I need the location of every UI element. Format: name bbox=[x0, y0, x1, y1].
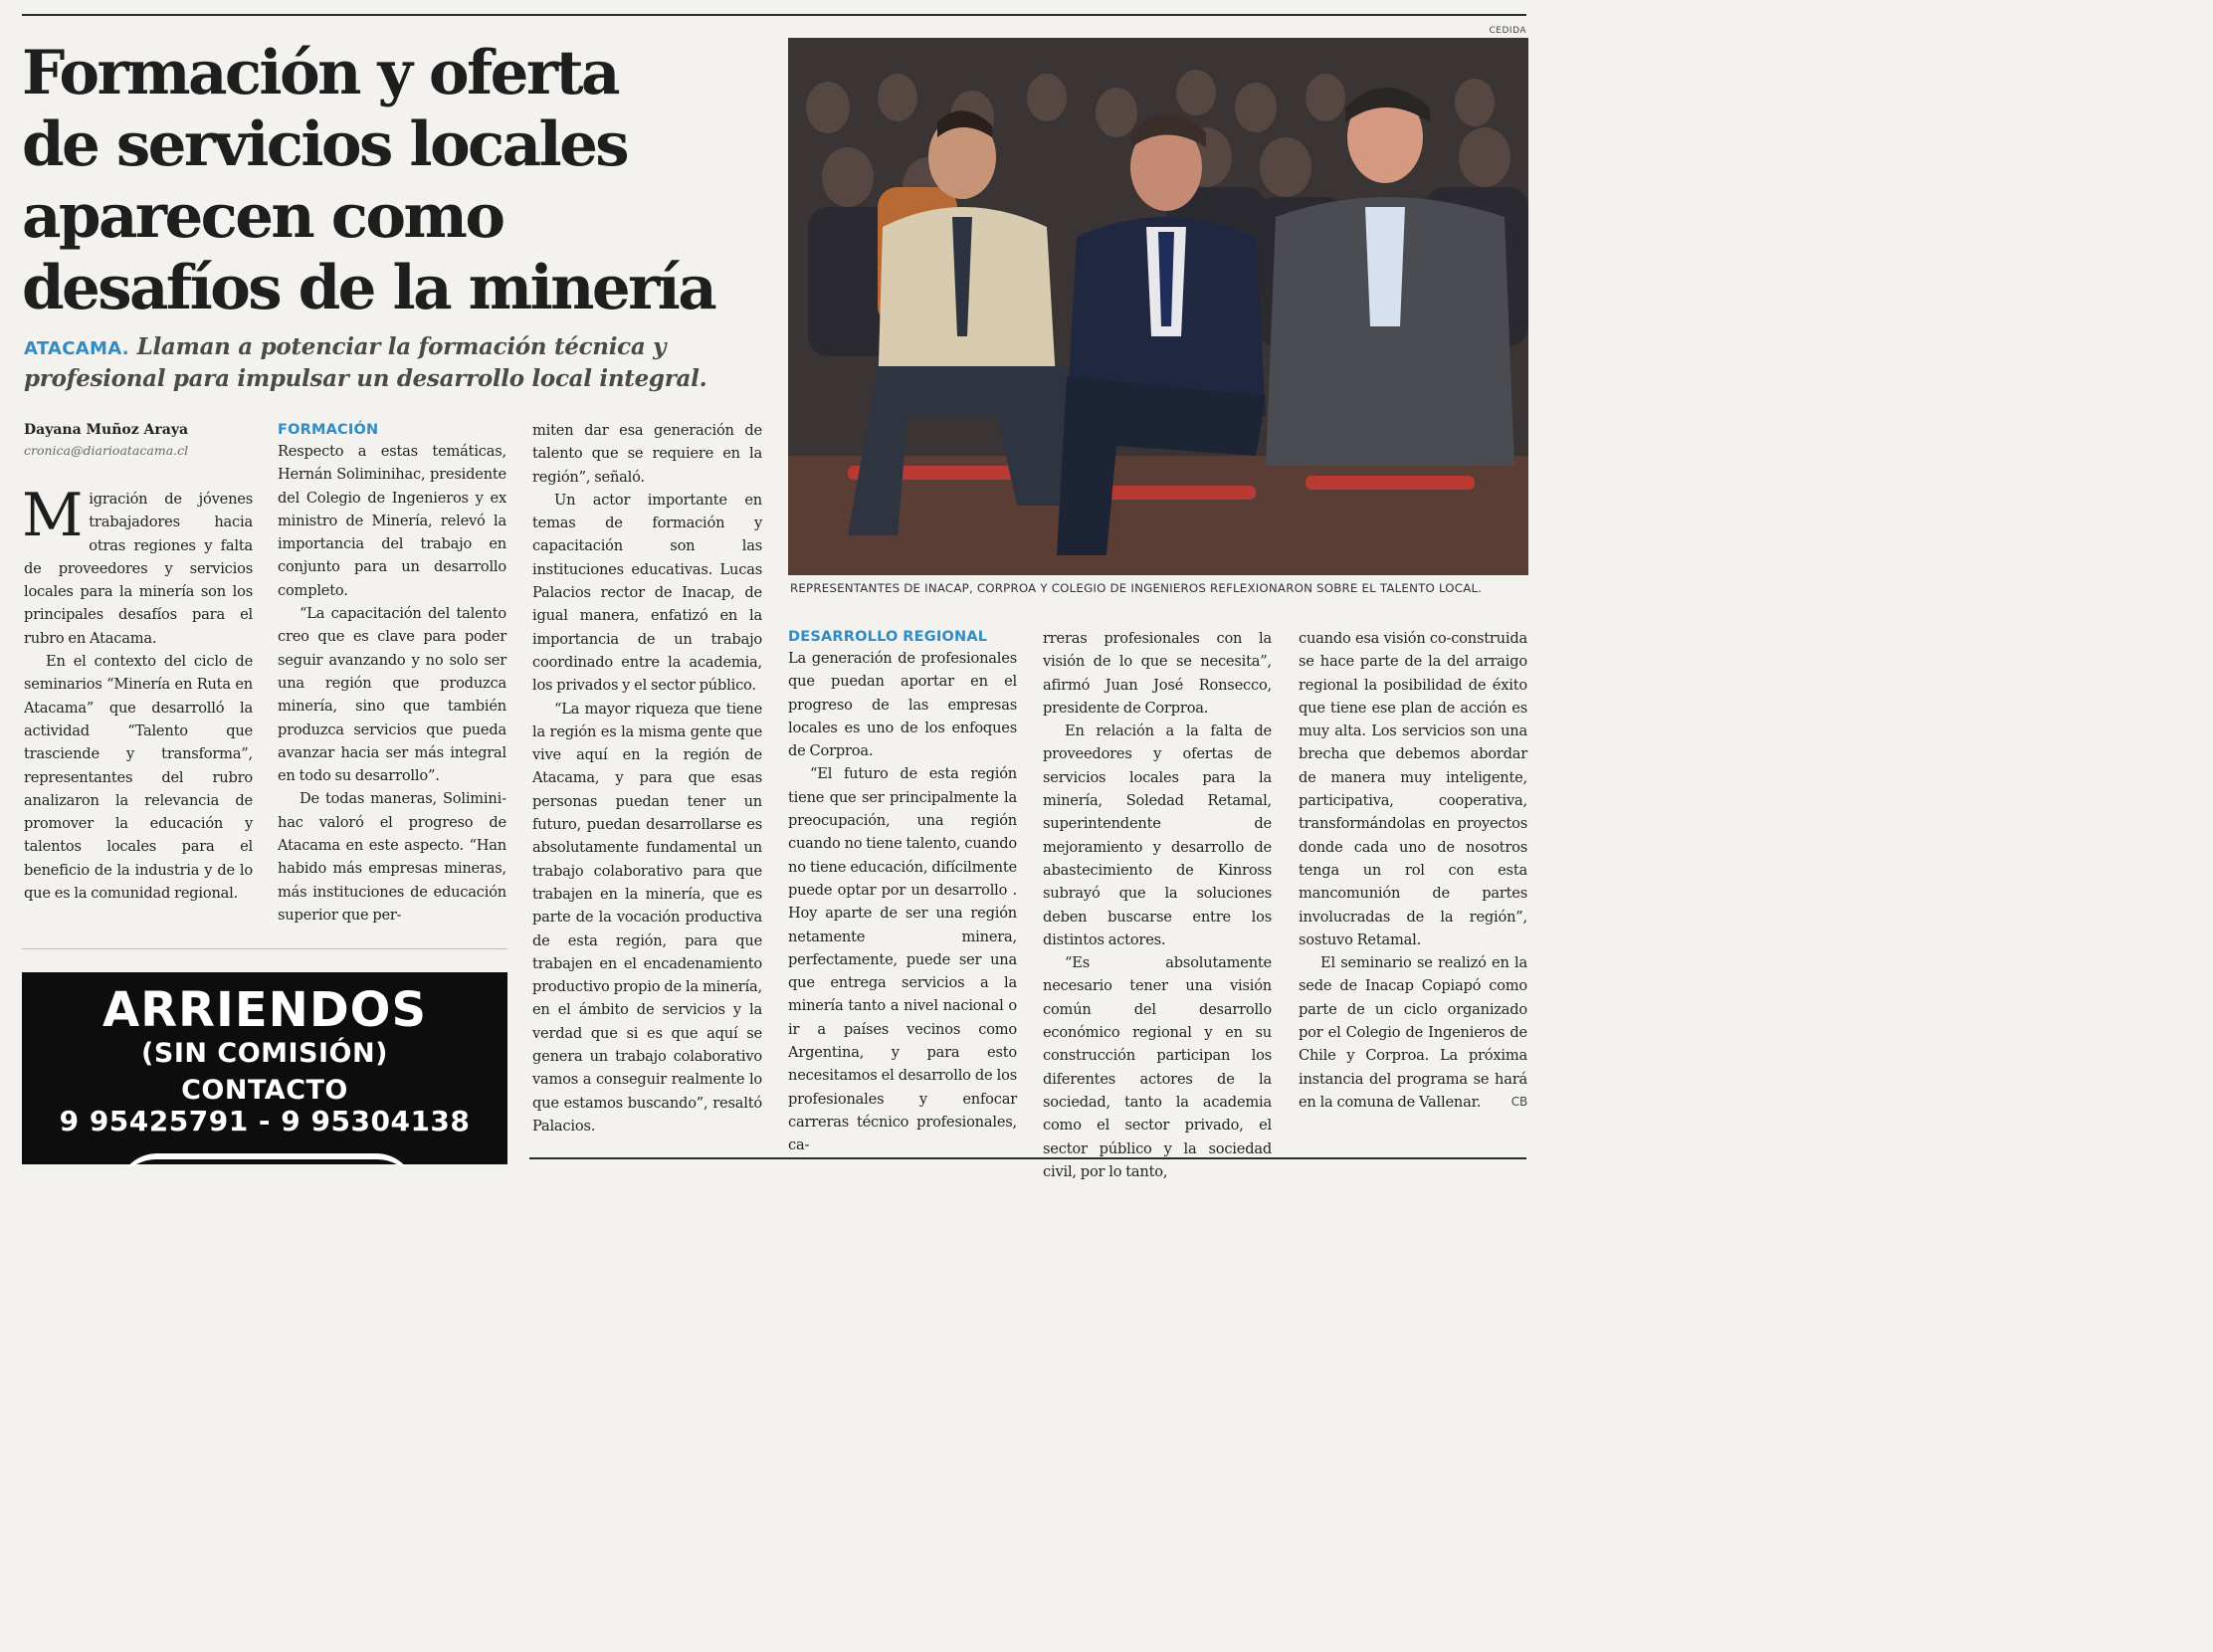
ad-title: ARRIENDOS bbox=[101, 982, 428, 1038]
article-column-2 bbox=[278, 420, 506, 927]
kicker: ATACAMA. bbox=[24, 338, 129, 359]
author-name: Dayana Muñoz Araya bbox=[24, 422, 189, 438]
byline bbox=[24, 420, 273, 462]
paragraph: En el contexto del ciclo de seminarios “Minería en Ruta en Atacama” que desarrolló la actividad “Talento que trasciende y transforma”, representantes del rubro analizaron la relevancia de promover la educación y talentos locales para el beneficio de la industria y de lo que es la comunidad regional. bbox=[24, 653, 253, 903]
bottom-rule bbox=[529, 1157, 1526, 1159]
paragraph: “La capacitación del talento creo que es clave para poder seguir avanzando y no solo ser una región que produzca minería, sino que también produzca servicios que pueda avanzar hacia ser más integral en todo su desarrollo”. bbox=[278, 605, 506, 785]
headline-line: Formación y oferta bbox=[22, 38, 618, 108]
end-mark: CB bbox=[1510, 1094, 1527, 1109]
article-column-3 bbox=[532, 419, 762, 1137]
paragraph: “El futuro de esta región tiene que ser principalmente la preocupación, una región cuando no tiene talento, cuando no tiene educación, difícilmente puede optar por un desarrollo . Hoy aparte de ser una región netamente minera, perfectamente, puede ser una que entrega servicios a la minería tanto a nivel nacional o ir a países vecinos como Argentina, y para esto necesitamos el desarrollo de los profesionales y enfocar carreras técnico profesionales, ca- bbox=[788, 765, 1017, 1154]
classified-ad bbox=[22, 972, 507, 1164]
deck-line: Llaman a potenciar la formación técnica y bbox=[136, 333, 667, 360]
paragraph: miten dar esa generación de talento que se requiere en la región”, señaló. bbox=[532, 422, 762, 486]
headline-line: de servicios locales bbox=[22, 109, 628, 180]
paragraph: De todas maneras, Soliminihac valoró el progreso de Atacama en este aspecto. “Han habido más empresas mineras, más instituciones de educación superior que per- bbox=[278, 790, 506, 924]
photo-caption: REPRESENTANTES DE INACAP, CORPROA Y COLEGIO DE INGENIEROS REFLEXIONARON SOBRE EL TALENTO LOCAL. bbox=[790, 581, 1483, 595]
article-column-4 bbox=[788, 627, 1017, 1157]
deck bbox=[24, 332, 780, 394]
headline-line: desafíos de la minería bbox=[22, 253, 715, 323]
section-subhead: FORMACIÓN bbox=[278, 422, 379, 438]
paragraph-text: El seminario se realizó en la sede de Inacap Copiapó como parte de un ciclo organizado por el Colegio de Ingenieros de Chile y Corproa. La próxima instancia del programa se hará en la comuna de Vallenar. bbox=[1299, 954, 1527, 1111]
ad-separator bbox=[22, 948, 507, 949]
paragraph: rreras profesionales con la visión de lo que se necesita”, afirmó Juan José Ronsecco, presidente de Corproa. bbox=[1043, 630, 1272, 717]
headline-line: aparecen como bbox=[22, 181, 503, 252]
paragraph: En relación a la falta de proveedores y ofertas de servicios locales para la minería, Soledad Retamal, superintendente de mejoramiento y desarrollo de abastecimiento de Kinross subrayó que la soluciones deben buscarse entre los distintos actores. bbox=[1043, 723, 1272, 948]
article-column-6 bbox=[1299, 627, 1527, 1114]
ad-subtitle: (SIN COMISIÓN) bbox=[141, 1038, 388, 1069]
photo-credit: CEDIDA bbox=[1489, 26, 1526, 36]
deck-line: profesional para impulsar un desarrollo local integral. bbox=[24, 365, 707, 392]
paragraph: igración de jóvenes trabajadores hacia otras regiones y falta de proveedores y servicios locales para la minería son los principales desafíos para el rubro en Atacama. bbox=[24, 491, 253, 647]
paragraph: cuando esa visión co-construida se hace parte de la del arraigo regional la posibilidad de éxito que tiene ese plan de acción es muy alta. Los servicios son una brecha que debemos abordar de manera muy inteligente, participativa, cooperativa, transformándolas en proyectos donde cada uno de nosotros tenga un rol con esta mancomunión de partes involucradas de la región”, sostuvo Retamal. bbox=[1299, 630, 1527, 948]
article-column-1 bbox=[22, 481, 253, 905]
ad-cut-off-text bbox=[117, 1153, 416, 1167]
article-column-5 bbox=[1043, 627, 1272, 1183]
headline bbox=[22, 38, 778, 324]
paragraph: Un actor importante en temas de formación y capacitación son las instituciones educativas. Lucas Palacios rector de Inacap, de igual manera, enfatizó en la importancia de un trabajo coordinado entre la academia, los privados y el sector público. bbox=[532, 491, 762, 695]
paragraph: La generación de profesionales que puedan aportar en el progreso de las empresas locales es uno de los enfoques de Corproa. bbox=[788, 650, 1017, 760]
photo-illustration bbox=[788, 38, 1528, 575]
ad-phones: 9 95425791 - 9 95304138 bbox=[59, 1105, 471, 1137]
author-email: cronica@diarioatacama.cl bbox=[24, 443, 189, 458]
paragraph bbox=[1299, 951, 1527, 1114]
paragraph: Respecto a estas temáticas, Hernán Soliminihac, presidente del Colegio de Ingenieros y ex ministro de Minería, relevó la importancia del trabajo en conjunto para un desarrollo completo. bbox=[278, 443, 506, 599]
section-subhead: DESARROLLO REGIONAL bbox=[788, 629, 988, 645]
top-rule bbox=[22, 14, 1526, 16]
drop-cap: M bbox=[22, 481, 84, 550]
ad-contact-label: CONTACTO bbox=[181, 1075, 348, 1106]
paragraph: “Es absolutamente necesario tener una visión común del desarrollo económico regional y en su construcción participan los diferentes actores de la sociedad, tanto la academia como el sector privado, el sector público y la sociedad civil, por lo tanto, bbox=[1043, 954, 1272, 1180]
article-photo bbox=[788, 38, 1528, 575]
paragraph: “La mayor riqueza que tiene la región es la misma gente que vive aquí en la región de Atacama, y para que esas personas puedan tener un futuro, puedan desarrollarse es absolutamente fundamental un trabajo colaborativo para que trabajen en la minería, que es parte de la vocación productiva de esta región, para que trabajen en el encadenamiento productivo propio de la minería, en el ámbito de servicios y la verdad que si es que aquí se genera un trabajo colaborativo vamos a conseguir realmente lo que estamos buscando”, resaltó Palacios. bbox=[532, 700, 762, 1135]
